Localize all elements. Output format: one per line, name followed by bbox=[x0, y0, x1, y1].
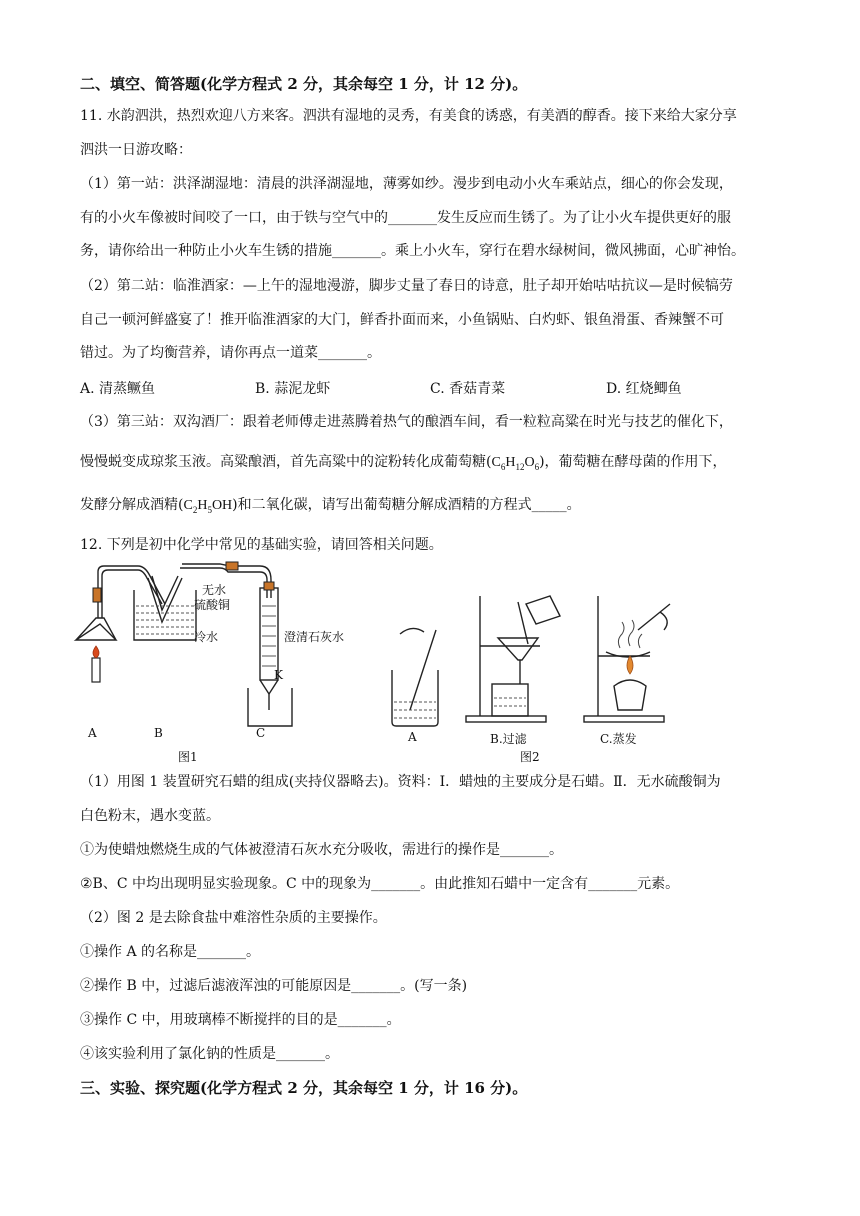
label-cold-water: 冷水 bbox=[194, 630, 219, 644]
lamp-flame bbox=[627, 656, 633, 674]
option-d: D. 红烧鲫鱼 bbox=[606, 381, 682, 397]
label-2b: B.过滤 bbox=[490, 732, 527, 746]
label-2c: C.蒸发 bbox=[600, 732, 637, 746]
q11-part2-line2: 自己一顿河鲜盛宴了！推开临淮酒家的大门，鲜香扑面而来，小鱼锅贴、白灼虾、银鱼滑蛋、香辣蟹不可 bbox=[80, 312, 724, 328]
clamp-b bbox=[226, 562, 238, 570]
q12-s2-q1: ①操作 A 的名称是_______。 bbox=[80, 944, 261, 960]
label-1a: A bbox=[88, 726, 97, 740]
q11-part2-line3: 错过。为了均衡营养，请你再点一道菜_______。 bbox=[80, 345, 381, 361]
q12-intro: 12. 下列是初中化学中常见的基础实验，请回答相关问题。 bbox=[80, 537, 443, 553]
option-b: B. 蒜泥龙虾 bbox=[255, 381, 331, 397]
q12-s1-line1: （1）用图 1 装置研究石蜡的组成(夹持仪器略去)。资料：Ⅰ．蜡烛的主要成分是石蜡。Ⅱ．无水硫酸铜为 bbox=[80, 774, 721, 790]
part3-line3-text-a: 发酵分解成酒精( bbox=[80, 497, 184, 513]
q12-s2-line1: （2）图 2 是去除食盐中难溶性杂质的主要操作。 bbox=[80, 910, 387, 926]
alcohol-lamp bbox=[614, 680, 646, 710]
q11-part2-line1: （2）第二站：临淮酒家：—上午的湿地漫游，脚步丈量了春日的诗意，肚子却开始咕咕抗议—是时候犒劳 bbox=[80, 278, 733, 294]
label-cuso4: 硫酸铜 bbox=[194, 598, 231, 612]
glucose-formula: $C_6H_{12}O_6$ bbox=[491, 455, 540, 472]
label-lime-water: 澄清石灰水 bbox=[284, 630, 345, 644]
q12-s1-q2: ②B、C 中均出现明显实验现象。C 中的现象为_______。由此推知石蜡中一定含有_______元素。 bbox=[80, 876, 680, 892]
clamp-c bbox=[264, 582, 274, 590]
q11-intro-line1: 11. 水韵泗洪，热烈欢迎八方来客。泗洪有湿地的灵秀，有美食的诱惑，有美酒的醇香。接下来给大家分享 bbox=[80, 108, 737, 124]
q12-s2-q2: ②操作 B 中，过滤后滤液浑浊的可能原因是_______。(写一条) bbox=[80, 978, 468, 994]
q12-s1-q1: ①为使蜡烛燃烧生成的气体被澄清石灰水充分吸收，需进行的操作是_______。 bbox=[80, 842, 563, 858]
q12-s2-q3: ③操作 C 中，用玻璃棒不断搅拌的目的是_______。 bbox=[80, 1012, 401, 1028]
q11-part3-line2 bbox=[80, 452, 786, 477]
q11-part3-line3 bbox=[80, 495, 786, 520]
figure-2 bbox=[380, 590, 680, 765]
section-3-title: 三、实验、探究题(化学方程式 2 分，其余每空 1 分，计 16 分)。 bbox=[80, 1079, 528, 1097]
candle bbox=[92, 658, 100, 682]
figure-2-caption: 图2 bbox=[520, 750, 540, 764]
figure-1 bbox=[70, 558, 370, 763]
part3-line3-text-b: )和二氧化碳，请写出葡萄糖分解成酒精的方程式_____。 bbox=[232, 497, 581, 513]
funnel-a bbox=[76, 624, 116, 640]
label-1b: B bbox=[154, 726, 163, 740]
label-1c: C bbox=[256, 726, 266, 740]
part3-line2-text-b: )，葡萄糖在酵母菌的作用下， bbox=[539, 454, 727, 470]
label-2a: A bbox=[408, 730, 417, 744]
q11-part1-line2: 有的小火车像被时间咬了一口，由于铁与空气中的_______发生反应而生锈了。为了让小火车提供更好的服 bbox=[80, 210, 731, 226]
clamp-a bbox=[93, 588, 101, 602]
q12-s2-q4: ④该实验利用了氯化钠的性质是_______。 bbox=[80, 1046, 339, 1062]
q11-part1-line1: （1）第一站：洪泽湖湿地：清晨的洪泽湖湿地，薄雾如纱。漫步到电动小火车乘站点，细心的你会发现， bbox=[80, 176, 733, 192]
section-2-title: 二、填空、简答题(化学方程式 2 分，其余每空 1 分，计 12 分)。 bbox=[80, 75, 528, 93]
q11-intro-line2: 泗洪一日游攻略： bbox=[80, 142, 192, 158]
label-anhydrous: 无水 bbox=[202, 583, 227, 597]
funnel-b bbox=[498, 638, 538, 660]
q11-part3-line1: （3）第三站：双沟酒厂：跟着老师傅走进蒸腾着热气的酿酒车间，看一粒粒高粱在时光与技艺的催化下， bbox=[80, 414, 733, 430]
option-a: A. 清蒸鳜鱼 bbox=[80, 381, 156, 397]
figure-1-caption: 图1 bbox=[178, 750, 198, 764]
q11-part1-line3: 务，请你给出一种防止小火车生锈的措施_______。乘上小火车，穿行在碧水绿树间，微风拂面，心旷神怡。 bbox=[80, 243, 745, 259]
q12-s1-line2: 白色粉末，遇水变蓝。 bbox=[80, 808, 220, 824]
label-k: K bbox=[274, 668, 283, 682]
flame bbox=[93, 646, 99, 658]
ethanol-formula: $C_2H_5OH$ bbox=[183, 498, 233, 515]
part3-line2-text-a: 慢慢蜕变成琼浆玉液。高粱酿酒，首先高粱中的淀粉转化成葡萄糖( bbox=[80, 454, 492, 470]
option-c: C. 香菇青菜 bbox=[430, 381, 506, 397]
